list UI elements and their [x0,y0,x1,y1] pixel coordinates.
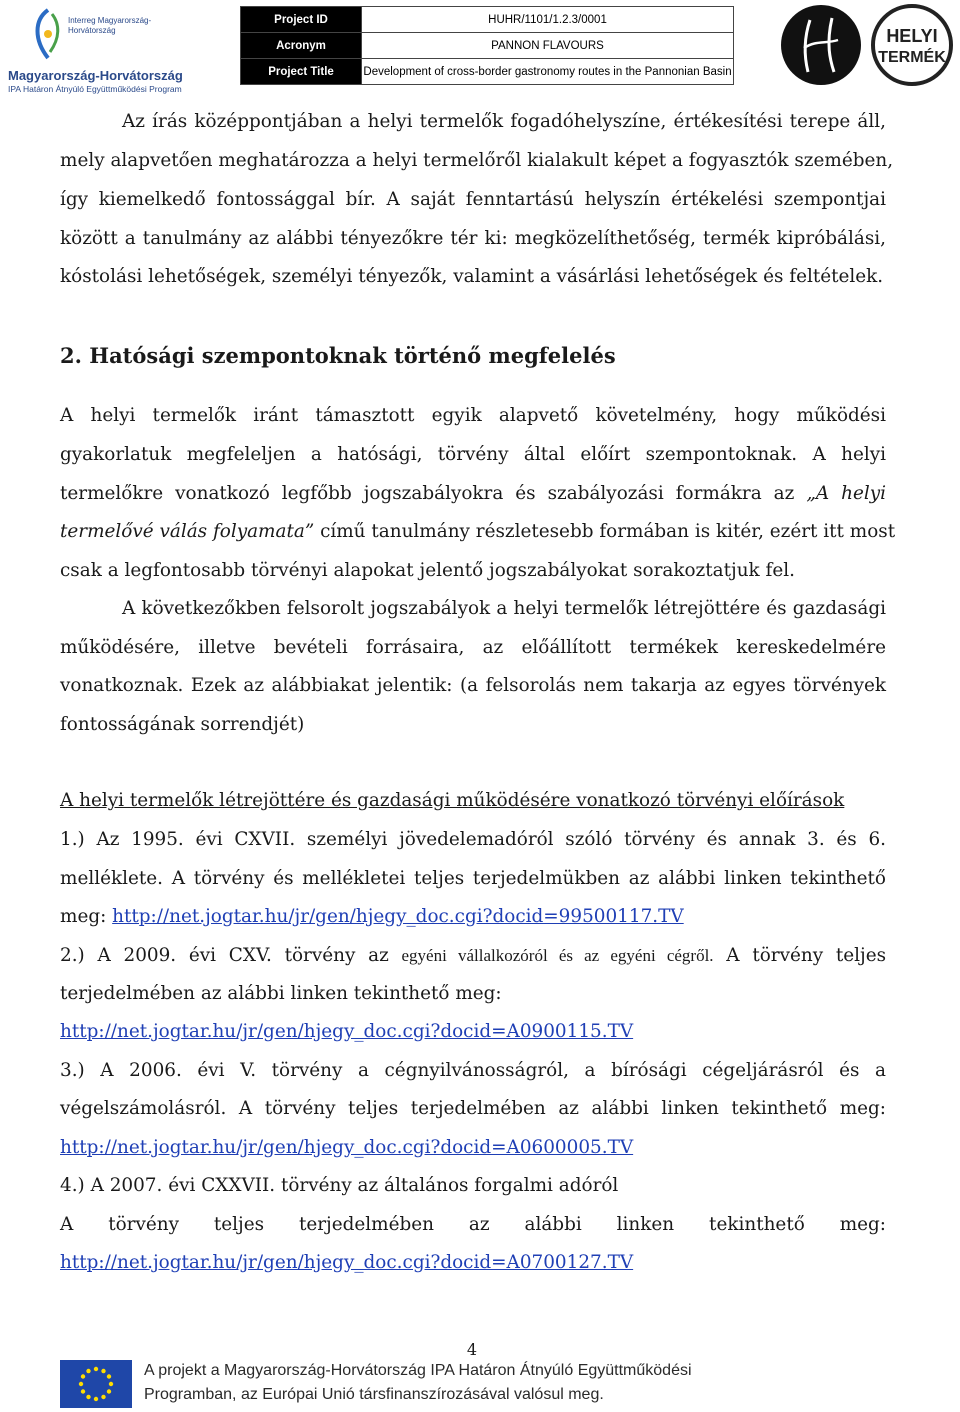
table-row [241,7,734,33]
project-title-value: Development of cross-border gastronomy routes in the Pannonian Basin [362,59,734,85]
eu-star [79,1382,83,1386]
para2-line1: A helyi termelők iránt támasztott egyik alapvető követelmény, hogy működési [60,405,886,426]
footer-line1: A projekt a Magyarország-Horvátország IPA Határon Átnyúló Együttműködési [144,1362,692,1379]
eu-star [101,1369,105,1373]
para3-line3: vonatkoznak. Ezek az alábbiakat jelentik: (a felsorolás nem takarja az egyes törvények [60,675,886,696]
law2-line1 [60,945,886,966]
law2-line3 [60,1021,886,1042]
law2-line2: terjedelmében az alábbi linken tekinthető meg: [60,983,502,1004]
para2-line3 [60,483,886,504]
para1-line3: így kiemelkedő fontossággal bír. A saját fenntartású helyszín értékelési szempontjai [60,189,886,210]
project-id-value: HUHR/1101/1.2.3/0001 [362,7,734,33]
eu-star [86,1369,90,1373]
study-title-part1: „A helyi [806,483,886,504]
para2-line4 [60,521,896,542]
para1-line5: kóstolási lehetőségek, személyi tényezők, valamint a vásárlási lehetőségek és feltételek. [60,266,884,287]
para2-line4-text: című tanulmány részletesebb formában is kitér, ezért itt most [314,521,896,542]
law3-line2: végelszámolásról. A törvény teljes terjedelmében az alábbi linken tekinthető meg: [60,1098,886,1119]
para2-line3-text: termelőkre vonatkozó legfőbb jogszabályokra és szabályozási formákra az [60,483,795,504]
interreg-mini-text: Interreg Magyarország-Horvátország [68,16,152,35]
para1-line1: Az írás középpontjában a helyi termelők fogadóhelyszíne, értékesítési terepe áll, [122,111,886,132]
project-info-table [240,6,734,85]
law2-text-b: egyéni vállalkozóról és az egyéni cégről. [401,946,714,965]
eu-star [107,1389,111,1393]
table-row [241,33,734,59]
helyi-termek-badge-icon [868,4,956,86]
interreg-logo [4,6,234,94]
acronym-label: Acronym [241,33,362,59]
brand-name: Magyarország-Horvátország [8,68,183,83]
interreg-swirl-icon [30,6,66,62]
h-monogram-icon [780,4,862,86]
brand-subtitle: IPA Határon Átnyúló Együttműködési Program [8,84,182,94]
project-title-label: Project Title [241,59,362,85]
eu-star [86,1395,90,1399]
study-title-part2: termelővé válás folyamata” [60,521,315,542]
footer-line2: Programban, az Európai Unió társfinanszírozásával valósul meg. [144,1386,604,1403]
badge-line2: TERMÉK [878,49,946,66]
eu-flag-icon [60,1360,132,1408]
law4-line2: A törvény teljes terjedelmében az alábbi linken tekinthető meg: [60,1214,886,1235]
law3-line1: 3.) A 2006. évi V. törvény a cégnyilvánosságról, a bírósági cégeljárásról és a [60,1060,886,1081]
eu-star [81,1374,85,1378]
para2-line2: gyakorlatuk megfeleljen a hatósági, törvény által előírt szempontoknak. A helyi [60,444,886,465]
law1-link[interactable]: http://net.jogtar.hu/jr/gen/hjegy_doc.cgi?docid=99500117.TV [112,906,684,927]
page-number: 4 [466,1340,478,1359]
law2-text-c: A törvény teljes [713,945,887,966]
para1-line2: mely alapvetően meghatározza a helyi termelőről kialakult képet a fogyasztók szemében, [60,150,894,171]
table-row [241,59,734,85]
eu-star [107,1374,111,1378]
eu-star [101,1395,105,1399]
eu-star [109,1382,113,1386]
law2-text-a: 2.) A 2009. évi CXV. törvény az [60,945,402,966]
law3-link[interactable]: http://net.jogtar.hu/jr/gen/hjegy_doc.cgi?docid=A0600005.TV [60,1137,634,1158]
law4-line1: 4.) A 2007. évi CXXVII. törvény az általános forgalmi adóról [60,1175,619,1196]
para2-line5: csak a legfontosabb törvényi alapokat jelentő jogszabályokat sorakoztatjuk fel. [60,560,795,581]
law1-line3 [60,906,886,927]
para3-line1: A következőkben felsorolt jogszabályok a helyi termelők létrejöttére és gazdasági [122,598,886,619]
para1-line4: között a tanulmány az alábbi tényezőkre tér ki: megközelíthetőség, termék kipróbálási, [60,228,886,249]
section-heading: 2. Hatósági szempontoknak történő megfelelés [60,343,616,368]
law1-line1: 1.) Az 1995. évi CXVII. személyi jövedelemadóról szóló törvény és annak 3. és 6. [60,829,886,850]
helyi-termek-badge [868,4,956,90]
law1-line2: melléklete. A törvény és mellékletei teljes terjedelmükben az alábbi linken tekinthető [60,868,886,889]
law2-link[interactable]: http://net.jogtar.hu/jr/gen/hjegy_doc.cgi?docid=A0900115.TV [60,1021,634,1042]
badge-line1: HELYI [886,26,938,46]
laws-subheading: A helyi termelők létrejöttére és gazdasági működésére vonatkozó törvényi előírások [60,790,845,811]
eu-star [94,1367,98,1371]
project-id-label: Project ID [241,7,362,33]
para3-line2: működésére, illetve bevételi forrásaira, az előállított termékek kereskedelmére [60,637,886,658]
eu-star [94,1397,98,1401]
law1-prefix: meg: [60,906,113,927]
law4-line3 [60,1252,886,1273]
para3-line4: fontosságának sorrendjét) [60,714,305,735]
law4-link[interactable]: http://net.jogtar.hu/jr/gen/hjegy_doc.cgi?docid=A0700127.TV [60,1252,634,1273]
law3-line3 [60,1137,886,1158]
acronym-value: PANNON FLAVOURS [362,33,734,59]
eu-star [81,1389,85,1393]
